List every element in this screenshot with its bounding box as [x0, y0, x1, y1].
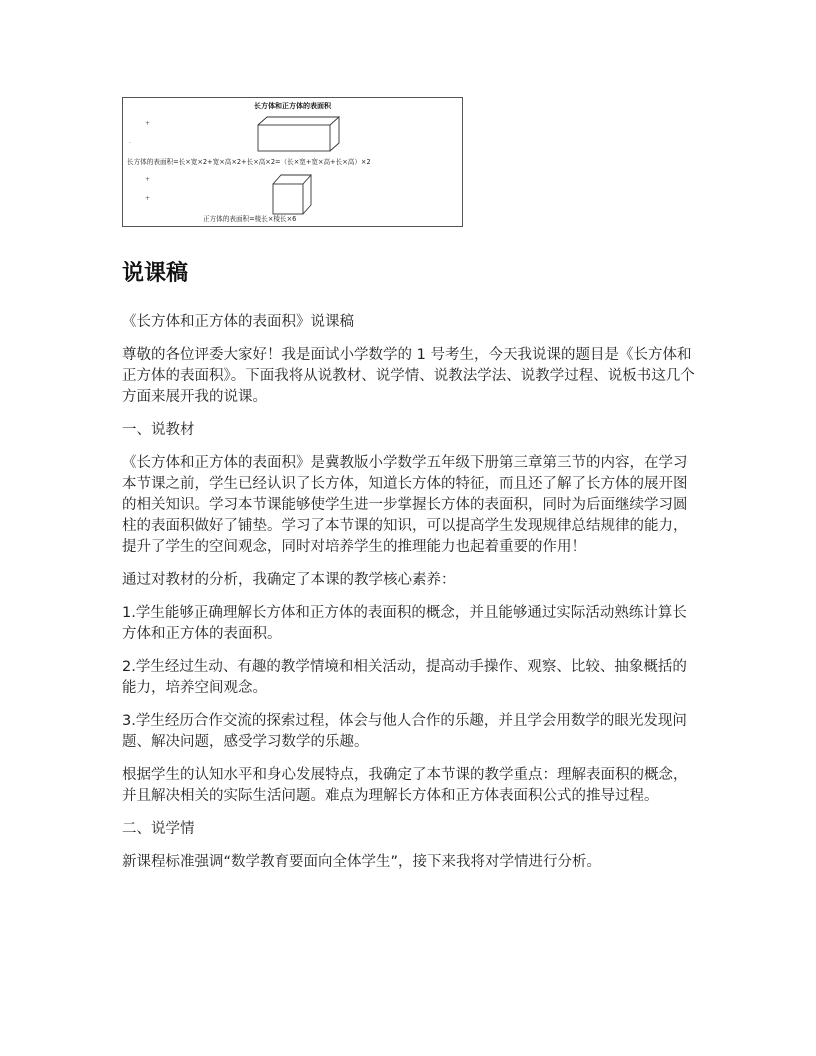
blackboard-figure	[122, 97, 463, 227]
cube-shape	[273, 175, 311, 214]
board-title: 长方体和正方体的表面积	[254, 102, 331, 110]
lecture-title: 《长方体和正方体的表面积》说课稿	[122, 314, 354, 330]
objective-3: 3.学生经历合作交流的探索过程，体会与他人合作的乐趣，并且学会用数学的眼光发现问题、解决问题，感受学习数学的乐趣。	[122, 713, 687, 750]
section-heading-students: 二、说学情	[122, 821, 195, 837]
objective-2: 2.学生经过生动、有趣的教学情境和相关活动，提高动手操作、观察、比较、抽象概括的能力，培养空间观念。	[122, 659, 687, 696]
core-literacy-intro: 通过对教材的分析，我确定了本课的教学核心素养：	[122, 572, 456, 588]
section-heading-textbook: 一、说教材	[122, 422, 195, 438]
intro-paragraph: 尊敬的各位评委大家好！我是面试小学数学的 1 号考生，今天我说课的题目是《长方体和正方体的表面积》。下面我将从说教材、说学情、说教法学法、说教学过程、说板书这几个方面来展开我的说课。	[122, 347, 695, 405]
cuboid-formula: 长方体的表面积=长×宽×2+宽×高×2+长×高×2=（长×宽+宽×高+长×高）×2	[127, 158, 371, 166]
board-mark: +	[145, 120, 151, 127]
textbook-paragraph: 《长方体和正方体的表面积》是冀教版小学数学五年级下册第三章第三节的内容，在学习本节课之前，学生已经认识了长方体，知道长方体的特征，而且还了解了长方体的展开图的相关知识。学习本节课能够使学生进一步掌握长方体的表面积，同时为后面继续学习圆柱的表面积做好了铺垫。学习了本节课的知识，可以提高学生发现规律总结规律的能力，提升了学生的空间观念，同时对培养学生的推理能力也起着重要的作用！	[122, 455, 688, 555]
objective-1: 1.学生能够正确理解长方体和正方体的表面积的概念，并且能够通过实际活动熟练计算长方体和正方体的表面积。	[122, 605, 687, 642]
document-body	[122, 312, 698, 885]
students-paragraph: 新课程标准强调“数学教育要面向全体学生”，接下来我将对学情进行分析。	[122, 854, 602, 870]
board-mark: +	[145, 176, 151, 183]
page-title: 说课稿	[122, 261, 189, 286]
key-points-paragraph: 根据学生的认知水平和身心发展特点，我确定了本节课的教学重点：理解表面积的概念，并且解决相关的实际生活问题。难点为理解长方体和正方体表面积公式的推导过程。	[122, 767, 688, 804]
board-mark: +	[145, 195, 151, 202]
cube-formula: 正方体的表面积=棱长×棱长×6	[203, 215, 297, 223]
cuboid-shape	[258, 117, 339, 151]
board-mark: .	[129, 138, 131, 145]
